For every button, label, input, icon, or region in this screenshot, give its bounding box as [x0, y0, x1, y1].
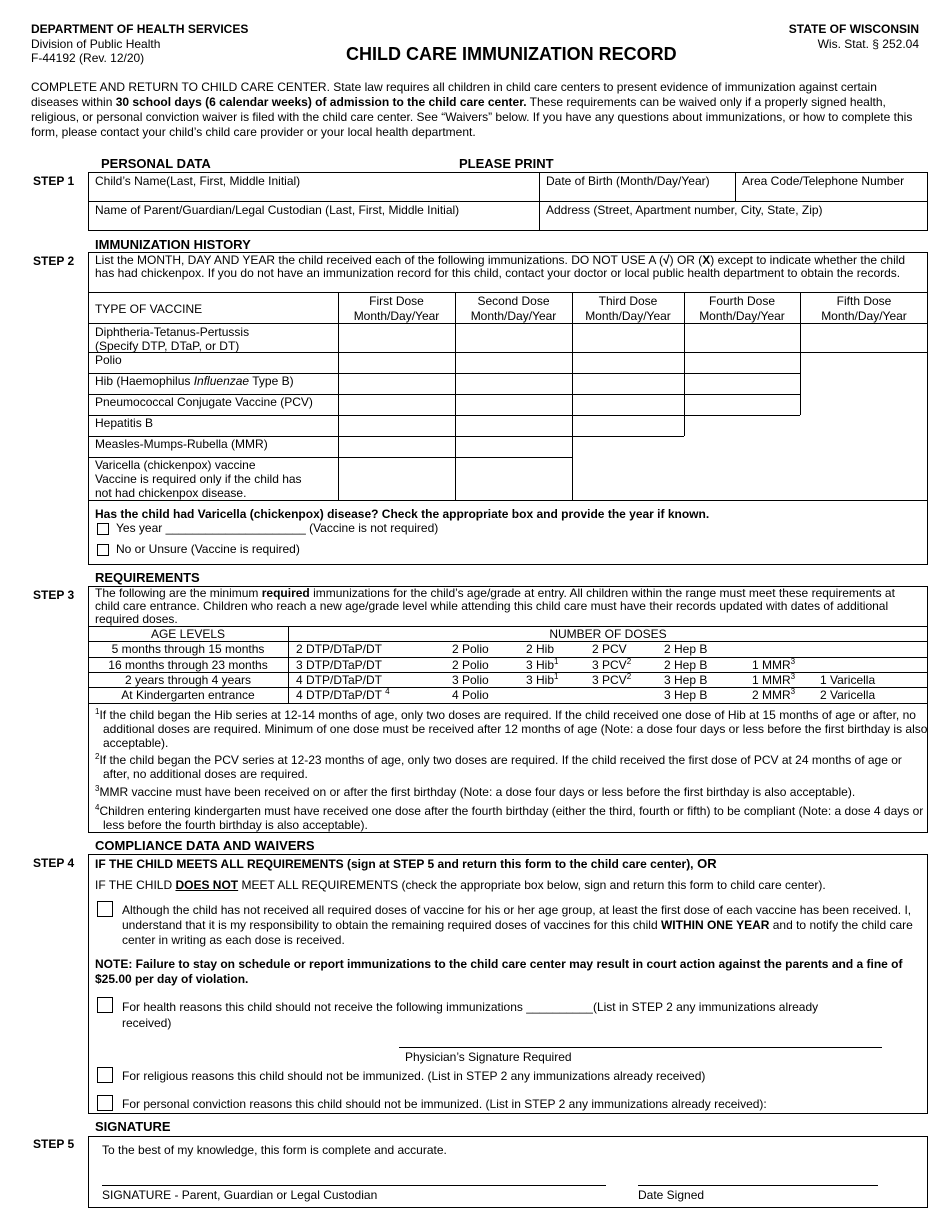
fifth-dose-l1: Fifth Dose — [836, 294, 892, 308]
vaccine-polio: Polio — [95, 353, 122, 367]
personal-data-heading: PERSONAL DATA — [101, 156, 211, 171]
hib-row3-text: 3 Hib — [526, 673, 555, 687]
hib-row2-text: 3 Hib — [526, 658, 555, 672]
fn4-text: Children entering kindergarten must have received one dose after the fourth birthday (either the third, fourth or fifth) to be compliant (Note: a dose 4 days or less before the fourth birthday is also acceptable). — [99, 804, 924, 832]
second-dose-l2: Month/Day/Year — [470, 309, 557, 323]
x-mark-glyph: X — [702, 253, 711, 267]
req-hepb-row3: 3 Hep B — [664, 673, 708, 687]
col-fourth-dose — [684, 294, 800, 323]
req-mmr-row2 — [752, 658, 795, 672]
vaccine-dtp — [95, 325, 249, 353]
hib-row3-sup: 1 — [554, 672, 559, 681]
personal-waiver-text: For personal conviction reasons this child should not be immunized. (List in STEP 2 any immunizations already received): — [122, 1097, 767, 1111]
mmr-row4-sup: 3 — [790, 687, 796, 696]
mmr-row2-text: 1 MMR — [752, 658, 791, 672]
req-dtp-row4 — [296, 688, 390, 702]
req-age-row2: 16 months through 23 months — [108, 658, 268, 672]
step-2-label: STEP 2 — [33, 254, 75, 268]
opt1-b: WITHIN ONE YEAR — [660, 918, 770, 932]
req-pcv-row2 — [592, 658, 631, 672]
footnote-4 — [95, 804, 931, 832]
varicella-question: Has the child had Varicella (chickenpox) disease? Check the appropriate box and provide the year if known. — [95, 507, 710, 521]
footnote-2 — [95, 753, 931, 781]
date-signed-label: Date Signed — [638, 1188, 705, 1202]
step-5-label: STEP 5 — [33, 1137, 75, 1151]
req-hib-row2 — [526, 658, 558, 672]
instr-part1: List the MONTH, DAY AND YEAR the child received each of the following immunizations. DO NOT USE A ( — [95, 253, 664, 267]
step-1-label: STEP 1 — [33, 174, 75, 188]
signature-statement: To the best of my knowledge, this form is complete and accurate. — [102, 1143, 447, 1157]
dtp-row4-sup: 4 — [385, 687, 390, 696]
req-dtp-row1: 2 DTP/DTaP/DT — [296, 642, 383, 656]
division-name: Division of Public Health — [31, 37, 161, 51]
col-age-levels: AGE LEVELS — [150, 627, 226, 641]
child-name-field[interactable]: Child’s Name(Last, First, Middle Initial) — [95, 174, 301, 188]
mmr-row3-text: 1 MMR — [752, 673, 791, 687]
varicella-no-label: No or Unsure (Vaccine is required) — [116, 542, 300, 556]
vaccine-hepb: Hepatitis B — [95, 416, 154, 430]
parent-signature-line[interactable] — [102, 1185, 606, 1186]
in-progress-text — [122, 903, 922, 948]
opt1-a: Although the child has not received all required doses of vaccine for his or her age group, at least the first dose of each vaccine has been received. I, understand that it is my responsibility to obtain the remaining required doses of vaccines for this child — [122, 903, 912, 932]
hib-row2-sup: 1 — [554, 657, 559, 666]
req-hepb-row2: 2 Hep B — [664, 658, 708, 672]
col-second-dose — [455, 294, 572, 323]
hib-italic: Influenzae — [193, 374, 250, 388]
meets-requirements — [95, 857, 717, 871]
fn2-text: If the child began the PCV series at 12-23 months of age, only two doses are required. If the child received the first dose of PCV at 24 months of age or after, no additional doses are required. — [99, 753, 902, 781]
col-first-dose — [338, 294, 455, 323]
third-dose-l1: Third Dose — [598, 294, 658, 308]
third-dose-l2: Month/Day/Year — [585, 309, 671, 323]
req-dtp-row2: 3 DTP/DTaP/DT — [296, 658, 383, 672]
req-var-row4: 2 Varicella — [820, 688, 876, 702]
address-field[interactable]: Address (Street, Apartment number, City, State, Zip) — [546, 203, 823, 217]
immunization-history-heading: IMMUNIZATION HISTORY — [95, 237, 251, 252]
fourth-dose-l1: Fourth Dose — [708, 294, 776, 308]
req-intro-a: The following are the minimum — [95, 586, 262, 600]
personal-waiver-checkbox[interactable] — [97, 1095, 113, 1111]
req-polio-row3: 3 Polio — [452, 673, 489, 687]
req-hib-row3 — [526, 673, 558, 687]
hib-part2: Type B) — [249, 374, 294, 388]
req-dtp-row3: 4 DTP/DTaP/DT — [296, 673, 383, 687]
req-polio-row4: 4 Polio — [452, 688, 489, 702]
first-dose-l1: First Dose — [369, 294, 424, 308]
mmr-row3-sup: 3 — [790, 672, 796, 681]
or-text: OR — [693, 856, 717, 871]
pcv-row2-sup: 2 — [626, 657, 632, 666]
vaccine-mmr: Measles-Mumps-Rubella (MMR) — [95, 437, 268, 451]
vaccine-varicella — [95, 458, 302, 500]
varicella-yes-label: Yes year _____________________ (Vaccine is not required) — [116, 521, 439, 535]
col-third-dose — [572, 294, 684, 323]
var-line3: not had chickenpox disease. — [95, 486, 247, 500]
state-name: STATE OF WISCONSIN — [788, 22, 919, 36]
requirements-intro — [95, 587, 921, 626]
fourth-dose-l2: Month/Day/Year — [699, 309, 785, 323]
signature-heading: SIGNATURE — [95, 1119, 171, 1134]
first-dose-l2: Month/Day/Year — [353, 309, 440, 323]
health-waiver-text: For health reasons this child should not receive the following immunizations __________(List in STEP 2 any immunizations already received) — [122, 1000, 819, 1030]
parent-name-field[interactable]: Name of Parent/Guardian/Legal Custodian (Last, First, Middle Initial) — [95, 203, 460, 217]
req-mmr-row3 — [752, 673, 795, 687]
compliance-heading: COMPLIANCE DATA AND WAIVERS — [95, 838, 315, 853]
fine-note: NOTE: Failure to stay on schedule or report immunizations to the child care center may result in court action against the parents and a fine of $25.00 per day of violation. — [95, 957, 903, 986]
instr-part3: ) except to indicate whether the child has had chickenpox. If you do not have an immunization record for this child, contact your doctor or local public health department to obtain the records. — [95, 253, 906, 280]
col-type-of-vaccine: TYPE OF VACCINE — [95, 302, 203, 316]
vaccine-pcv: Pneumococcal Conjugate Vaccine (PCV) — [95, 395, 313, 409]
dtp-line2: (Specify DTP, DTaP, or DT) — [95, 339, 240, 353]
step-4-label: STEP 4 — [33, 856, 75, 870]
mmr-row2-sup: 3 — [790, 657, 796, 666]
history-instructions — [95, 254, 921, 280]
req-polio-row2: 2 Polio — [452, 658, 489, 672]
intro-part1: COMPLETE AND RETURN TO CHILD CARE CENTER. State law requires all children in child care centers to present evidence of immunization against certain diseases within — [31, 80, 877, 109]
var-line1: Varicella (chickenpox) vaccine — [95, 458, 256, 472]
intro-paragraph — [31, 80, 921, 140]
religious-waiver-checkbox[interactable] — [97, 1067, 113, 1083]
varicella-no-checkbox[interactable] — [97, 544, 109, 556]
req-var-row3: 1 Varicella — [820, 673, 876, 687]
fn1-sup: 1 — [95, 707, 100, 716]
intro-bold: 30 school days (6 calendar weeks) of admission to the child care center. — [115, 95, 527, 109]
req-hepb-row1: 2 Hep B — [664, 642, 708, 656]
not-c: MEET ALL REQUIREMENTS (check the appropriate box below, sign and return this form to child care center). — [238, 878, 826, 892]
req-mmr-row4 — [752, 688, 795, 702]
instr-part2: ) OR ( — [669, 253, 703, 267]
physician-signature-line[interactable] — [399, 1047, 882, 1048]
health-waiver-checkbox[interactable] — [97, 997, 113, 1013]
opt1-c: and to notify the child care center in writing as each dose is received. — [122, 918, 913, 947]
req-pcv-row1: 2 PCV — [592, 642, 627, 656]
parent-signature-label: SIGNATURE - Parent, Guardian or Legal Custodian — [102, 1188, 378, 1202]
statute: Wis. Stat. § 252.04 — [817, 37, 919, 51]
meets-text: IF THE CHILD MEETS ALL REQUIREMENTS (sign at STEP 5 and return this form to the child care center), — [95, 857, 694, 871]
req-intro-b: required — [261, 586, 310, 600]
not-a: IF THE CHILD — [95, 878, 176, 892]
footnote-3 — [95, 785, 923, 799]
pcv-row3-text: 3 PCV — [592, 673, 627, 687]
req-age-row1: 5 months through 15 months — [111, 642, 265, 656]
fn3-sup: 3 — [95, 784, 100, 793]
department-name: DEPARTMENT OF HEALTH SERVICES — [31, 22, 249, 36]
religious-waiver-text: For religious reasons this child should not be immunized. (List in STEP 2 any immunizations already received) — [122, 1069, 706, 1083]
fn4-sup: 4 — [95, 803, 100, 812]
footnote-1 — [95, 708, 931, 750]
req-age-row4: At Kindergarten entrance — [121, 688, 255, 702]
second-dose-l1: Second Dose — [477, 294, 550, 308]
does-not-meet — [95, 878, 826, 892]
not-b: DOES NOT — [175, 878, 239, 892]
varicella-yes-checkbox[interactable] — [97, 523, 109, 535]
intro-part2: These requirements can be waived only if a properly signed health, religious, or personal conviction waiver is filed with the child care center. See “Waivers” below. If you have any questions about immunizations, or how to complete this form, please contact your child’s child care provider or your local health department. — [31, 95, 913, 139]
in-progress-checkbox[interactable] — [97, 901, 113, 917]
phone-field[interactable]: Area Code/Telephone Number — [742, 174, 905, 188]
dtp-row4-text: 4 DTP/DTaP/DT — [296, 688, 382, 702]
hib-part1: Hib (Haemophilus — [95, 374, 194, 388]
fn3-text: MMR vaccine must have been received on or after the first birthday (Note: a dose four days or less before the first birthday is also acceptable). — [99, 785, 856, 799]
form-title: CHILD CARE IMMUNIZATION RECORD — [346, 44, 677, 64]
dob-field[interactable]: Date of Birth (Month/Day/Year) — [546, 174, 710, 188]
pcv-row2-text: 3 PCV — [592, 658, 627, 672]
dtp-line1: Diphtheria-Tetanus-Pertussis — [95, 325, 250, 339]
step-3-label: STEP 3 — [33, 588, 75, 602]
please-print: PLEASE PRINT — [459, 156, 554, 171]
pcv-row3-sup: 2 — [626, 672, 632, 681]
req-age-row3: 2 years through 4 years — [124, 673, 252, 687]
requirements-heading: REQUIREMENTS — [95, 570, 200, 585]
fifth-dose-l2: Month/Day/Year — [821, 309, 907, 323]
mmr-row4-text: 2 MMR — [752, 688, 791, 702]
req-hepb-row4: 3 Hep B — [664, 688, 708, 702]
fn1-text: If the child began the Hib series at 12-14 months of age, only two doses are required. If the child received one dose of Hib at 15 months of age or after, no additional doses are required. Minimum of one dose must be received after 12 months of age (Note: a dose four days or less before the first birthday is also acceptable). — [99, 708, 928, 750]
req-pcv-row3 — [592, 673, 631, 687]
col-fifth-dose — [800, 294, 928, 323]
req-hib-row1: 2 Hib — [526, 642, 555, 656]
fn2-sup: 2 — [95, 752, 100, 761]
req-polio-row1: 2 Polio — [452, 642, 489, 656]
form-id: F-44192 (Rev. 12/20) — [31, 51, 145, 65]
date-signed-line[interactable] — [638, 1185, 878, 1186]
var-line2: Vaccine is required only if the child has — [95, 472, 302, 486]
vaccine-hib — [95, 374, 294, 388]
check-mark-glyph: √ — [663, 253, 670, 267]
req-intro-c: immunizations for the child’s age/grade at entry. All children within the range must meet these requirements at child care entrance. Children who reach a new age/grade level while attending this child care must have their records updated with dates of additional required doses. — [95, 586, 895, 626]
col-number-of-doses: NUMBER OF DOSES — [549, 627, 667, 641]
physician-signature-label: Physician’s Signature Required — [405, 1050, 572, 1064]
